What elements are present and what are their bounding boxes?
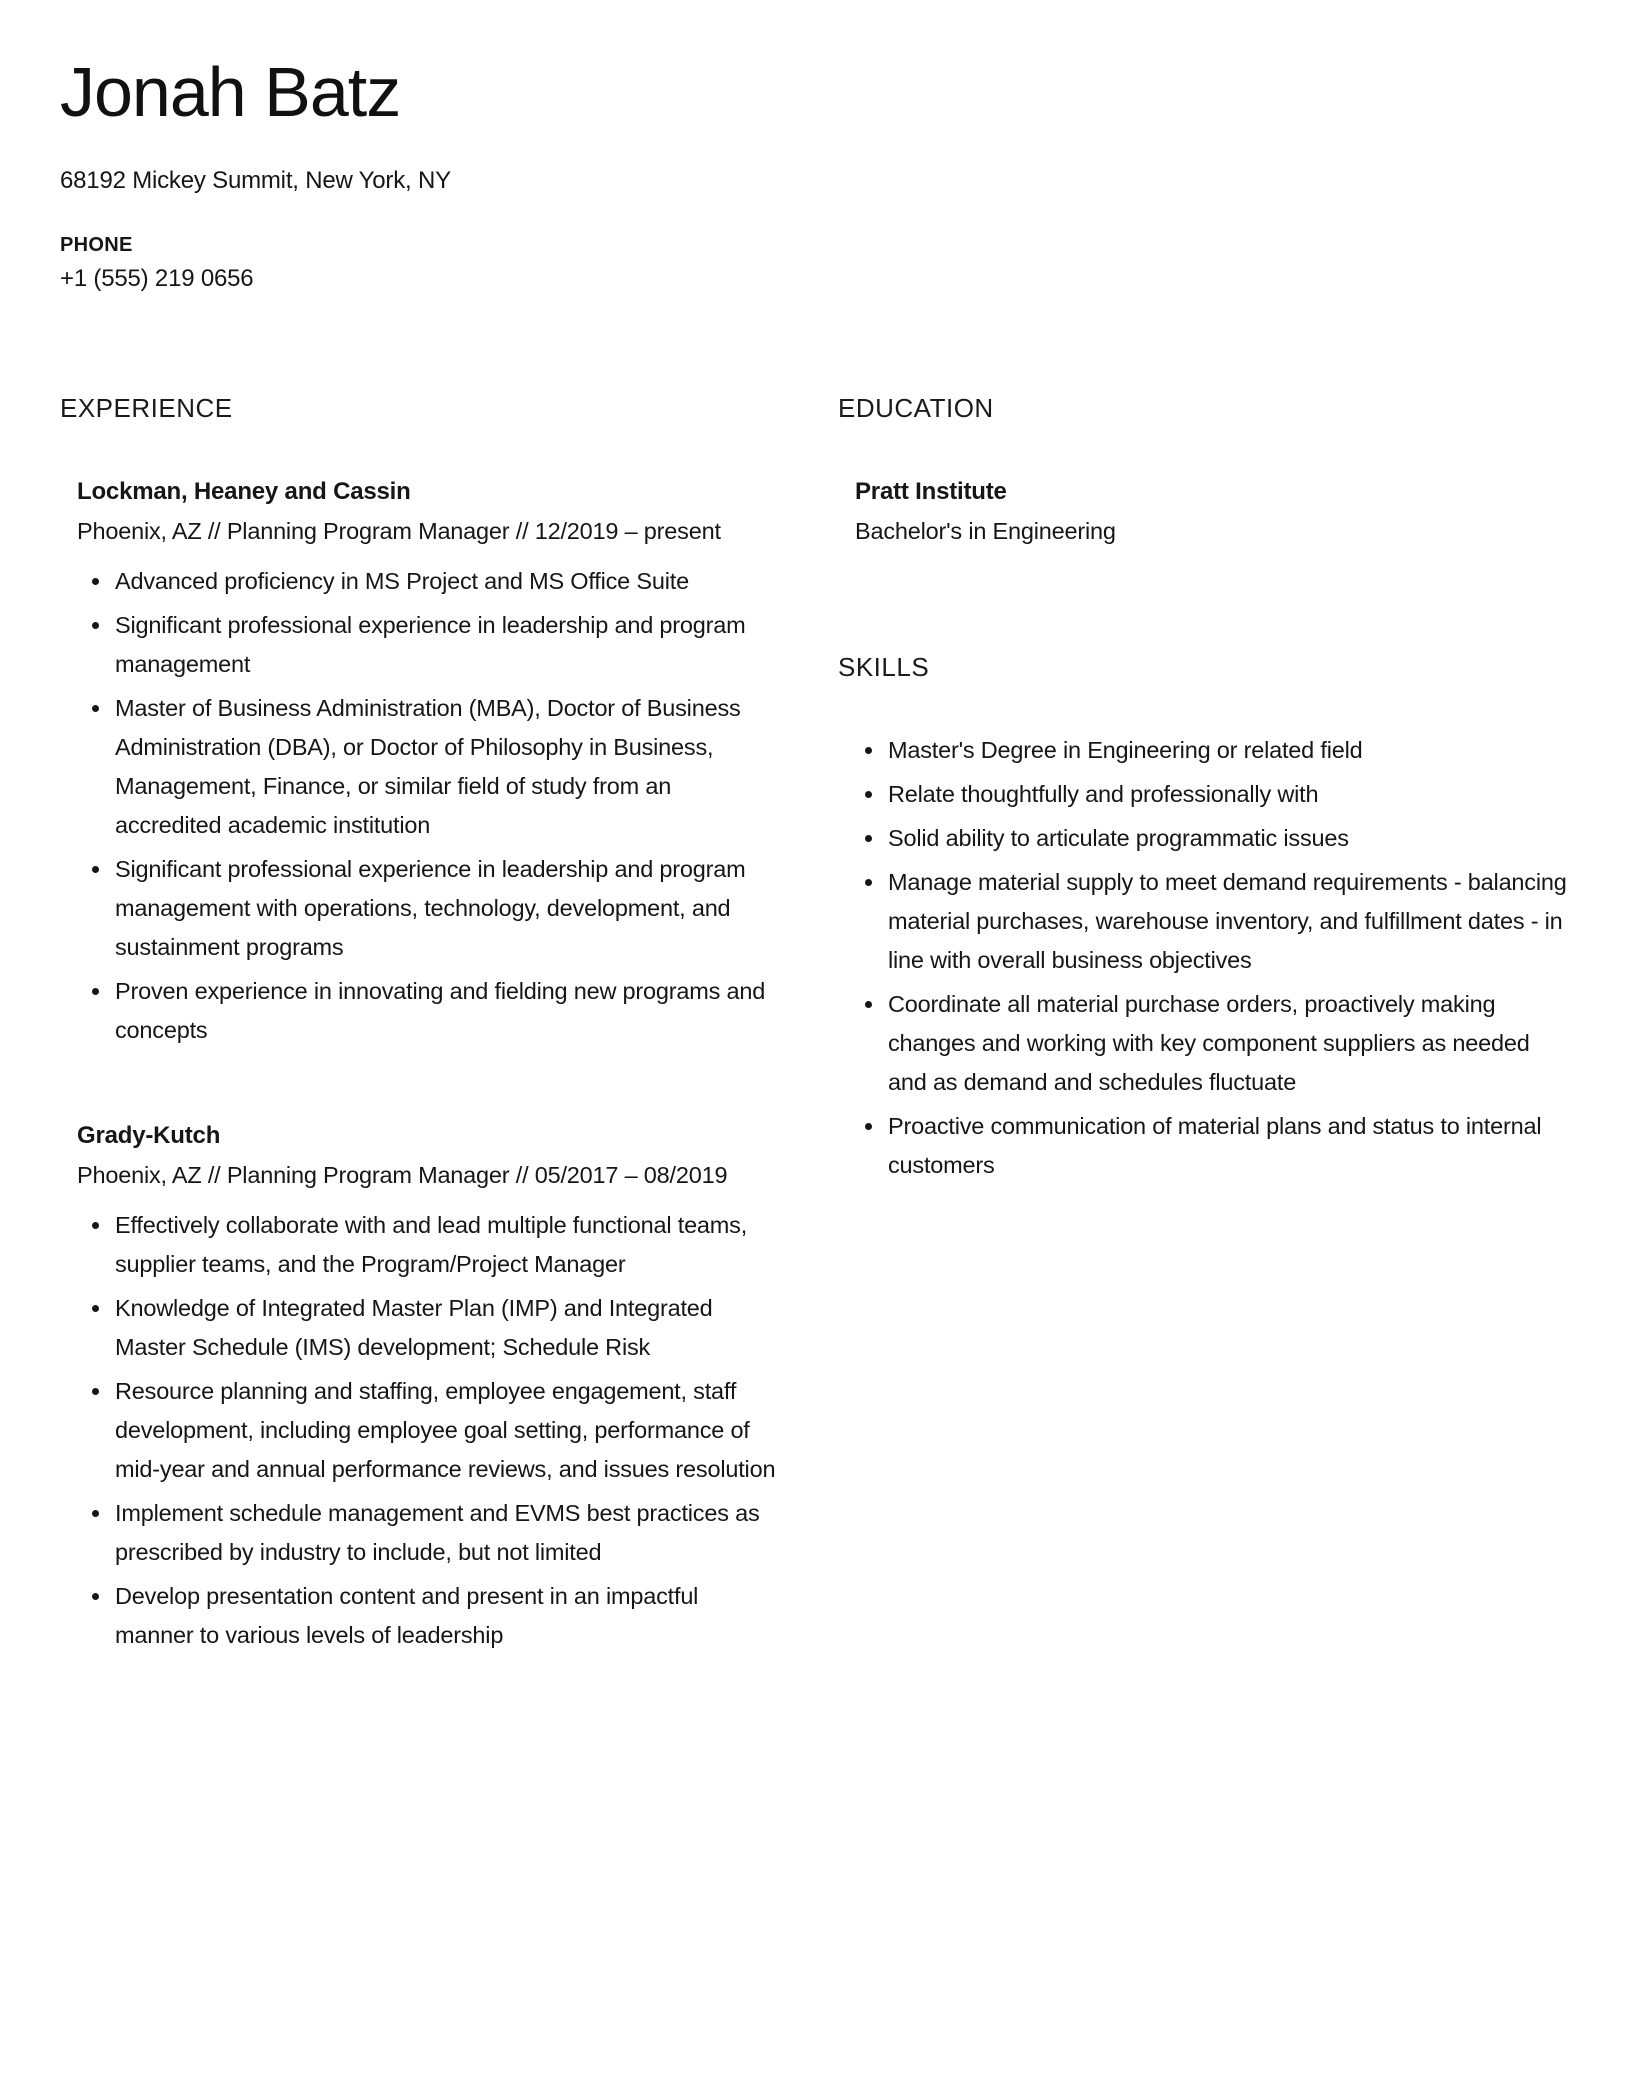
skills-body (838, 731, 1572, 1185)
two-column-layout (60, 393, 1572, 1660)
skill-bullet: • Coordinate all material purchase orders, proactively making changes and working with key component suppliers as needed and as demand and schedules fluctuate (886, 985, 1572, 1102)
experience-section-title: EXPERIENCE (60, 392, 233, 423)
job-bullet: • Effectively collaborate with and lead multiple functional teams, supplier teams, and the Program/Project Manager (113, 1206, 778, 1284)
experience-entry (60, 1120, 778, 1655)
left-column (60, 393, 778, 1660)
right-column (838, 393, 1572, 1190)
skill-bullet: • Relate thoughtfully and professionally with (886, 775, 1572, 814)
job-bullet: • Resource planning and staffing, employee engagement, staff development, including employee goal setting, performance of mid-year and annual performance reviews, and issues resolution (113, 1372, 778, 1489)
education-section (838, 393, 1572, 548)
skills-section-title: SKILLS (838, 651, 930, 682)
company-name: Lockman, Heaney and Cassin (77, 477, 411, 505)
candidate-address: 68192 Mickey Summit, New York, NY (60, 166, 451, 194)
job-bullet-list (77, 562, 778, 1050)
job-bullet: • Advanced proficiency in MS Project and MS Office Suite (113, 562, 778, 601)
degree: Bachelor's in Engineering (855, 517, 1116, 544)
job-bullet: • Proven experience in innovating and fielding new programs and concepts (113, 972, 778, 1050)
education-entry (838, 476, 1572, 548)
experience-entry (60, 476, 778, 1050)
job-bullet: • Significant professional experience in leadership and program management (113, 606, 778, 684)
job-bullet-list (77, 1206, 778, 1655)
skill-bullet: • Solid ability to articulate programmatic issues (886, 819, 1572, 858)
resume-header (60, 52, 1572, 293)
experience-section (60, 393, 778, 1655)
phone-label: PHONE (60, 233, 133, 256)
skill-bullet: • Master's Degree in Engineering or related field (886, 731, 1572, 770)
candidate-name: Jonah Batz (60, 53, 401, 131)
phone-number: +1 (555) 219 0656 (60, 264, 254, 292)
job-bullet: • Implement schedule management and EVMS best practices as prescribed by industry to include, but not limited (113, 1494, 778, 1572)
skills-bullet-list (853, 731, 1572, 1185)
job-meta: Phoenix, AZ // Planning Program Manager // 05/2017 – 08/2019 (77, 1161, 728, 1188)
school-name: Pratt Institute (855, 477, 1007, 505)
company-name: Grady-Kutch (77, 1121, 221, 1149)
job-bullet: • Develop presentation content and present in an impactful manner to various levels of leadership (113, 1577, 778, 1655)
skill-bullet: • Proactive communication of material plans and status to internal customers (886, 1107, 1572, 1185)
job-bullet: • Master of Business Administration (MBA), Doctor of Business Administration (DBA), or Doctor of Philosophy in Business, Management, Finance, or similar field of study from an accredited academic institution (113, 689, 778, 845)
job-bullet: • Significant professional experience in leadership and program management with operations, technology, development, and sustainment programs (113, 850, 778, 967)
job-bullet: • Knowledge of Integrated Master Plan (IMP) and Integrated Master Schedule (IMS) development; Schedule Risk (113, 1289, 778, 1367)
education-section-title: EDUCATION (838, 392, 994, 423)
job-meta: Phoenix, AZ // Planning Program Manager // 12/2019 – present (77, 517, 721, 544)
skills-section (838, 652, 1572, 1185)
skill-bullet: • Manage material supply to meet demand requirements - balancing material purchases, warehouse inventory, and fulfillment dates - in line with overall business objectives (886, 863, 1572, 980)
